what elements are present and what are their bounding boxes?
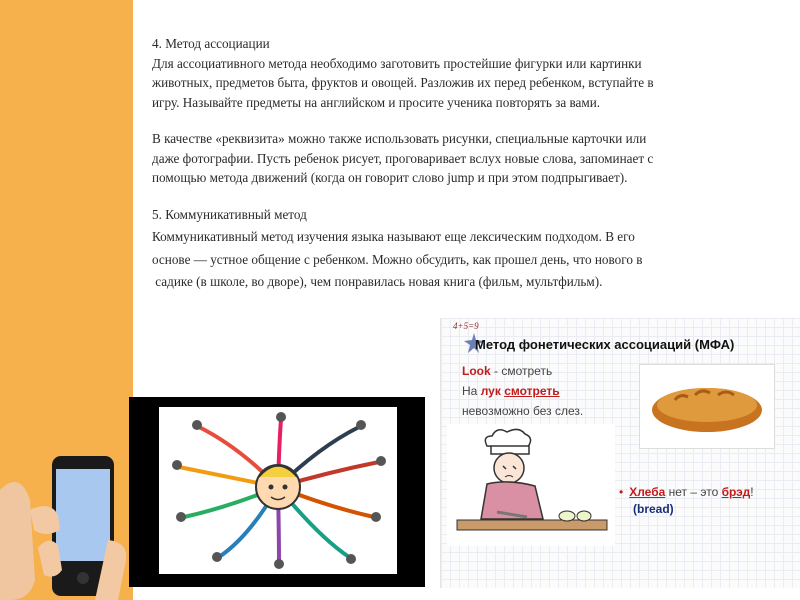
tears-line: невозможно без слез.	[462, 404, 584, 418]
cook-icon	[447, 424, 615, 546]
bread-english-word: (bread)	[633, 502, 674, 516]
paragraph-2-line-2: даже фотографии. Пусть ребенок рисует, проговаривает вслух новые слова, запоминает с	[152, 150, 654, 166]
phone-in-hand-illustration	[0, 430, 130, 600]
look-translation: - смотреть	[490, 364, 553, 378]
bread-icon	[640, 365, 774, 448]
slide-number: 4+5=9	[453, 321, 479, 331]
onion-line	[462, 384, 560, 398]
heading-method-4: 4. Метод ассоциации	[152, 36, 270, 51]
mfa-title: Метод фонетических ассоциаций (МФА)	[475, 337, 735, 352]
look-line	[462, 364, 552, 378]
paragraph-1-line-2: животных, предметов быта, фруктов и овощей. Разложив их перед ребенком, вступайте в	[152, 75, 654, 90]
bread-sound-word: брэд	[721, 485, 751, 499]
bread-bullet	[619, 484, 799, 518]
onion-line-part: На	[462, 384, 481, 398]
mind-map-picture	[129, 397, 425, 587]
mind-map-svg	[159, 407, 397, 574]
paragraph-1-line-1: Для ассоциативного метода необходимо заготовить простейшие фигурки или картинки	[152, 55, 642, 71]
onion-word: лук	[480, 384, 501, 398]
paragraph-2-line-3: помощью метода движений (когда он говорит слово jump и при этом подпрыгивает).	[152, 170, 628, 185]
bullet-exclamation: !	[750, 485, 754, 499]
bullet-middle: нет – это	[665, 485, 722, 499]
look-verb: смотреть	[504, 384, 560, 398]
look-word: Look	[462, 364, 491, 378]
paragraph-3-line-3: садике (в школе, во дворе), чем понравилась новая книга (фильм, мультфильм).	[152, 274, 603, 289]
mfa-slide	[440, 318, 800, 588]
bread-picture	[639, 364, 775, 449]
paragraph-1-line-3: игру. Называйте предметы на английском и просите ученика повторять за вами.	[152, 94, 601, 110]
paragraph-3-line-1: Коммуникативный метод изучения языка называют еще лексическим подходом. В его	[152, 229, 635, 244]
cook-cutting-onion-picture	[447, 424, 615, 546]
paragraph-2-line-1: В качестве «реквизита» можно также использовать рисунки, специальные карточки или	[152, 131, 647, 146]
heading-method-5: 5. Коммуникативный метод	[152, 206, 307, 222]
bread-russian-word: Хлеба	[629, 485, 666, 499]
paragraph-3-line-2: основе — устное общение с ребенком. Можно обсудить, как прошел день, что нового в	[152, 251, 643, 267]
mind-map-drawing	[159, 407, 397, 574]
bullet-dot: •	[619, 485, 624, 499]
article-text	[152, 34, 762, 292]
